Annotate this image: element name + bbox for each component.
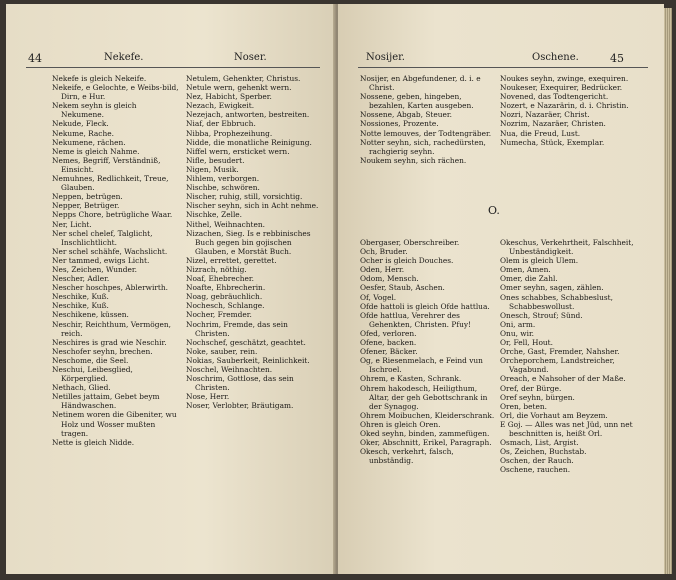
dictionary-entry: Ohren is gleich Oren. xyxy=(360,419,441,429)
dictionary-entry: Nossiones, Prozente. xyxy=(360,119,439,129)
dictionary-entry: Neschike, Kuß. xyxy=(52,292,109,302)
section-letter: O. xyxy=(488,204,500,217)
dictionary-entry: Oref, der Bürge. xyxy=(500,383,562,393)
dictionary-entry: Noukes seyhn, zwinge, exequiren. xyxy=(500,74,629,83)
dictionary-entry: Nozrim, Nazaräer, Christen. xyxy=(500,119,606,129)
dictionary-entry: Nemes, Begriff, Verständniß, Einsicht. xyxy=(52,155,161,174)
dictionary-entry: Olem is gleich Ulem. xyxy=(500,256,579,266)
dictionary-entry: Noser, Verlobter, Bräutigam. xyxy=(186,401,294,411)
dictionary-entry: E Goj. — Alles was net Jüd, unn net beschnitten is, heißt Orl. xyxy=(500,419,633,438)
dictionary-entry: Ones schabbes, Schabbeslust, Schabbeswollust. xyxy=(500,292,613,311)
dictionary-entry: Neschofer seyhn, brechen. xyxy=(52,346,153,356)
dictionary-entry: Neschui, Leibesglied, Körperglied. xyxy=(52,365,133,384)
dictionary-entry: Obergaser, Oberschreiber. xyxy=(360,238,460,247)
right-column-1 xyxy=(360,74,496,165)
dictionary-entry: Omer, die Zahl. xyxy=(500,274,558,284)
dictionary-entry: Ofener, Bäcker. xyxy=(360,347,418,357)
dictionary-entry: Nez, Habicht, Sperber. xyxy=(186,92,272,102)
dictionary-entry: Omer seyhn, sagen, zählen. xyxy=(500,283,604,293)
dictionary-entry: Nischbe, schwören. xyxy=(186,183,260,193)
dictionary-entry: Nozert, e Nazarärin, d. i. Christin. xyxy=(500,101,629,111)
dictionary-entry: Oren, beten. xyxy=(500,401,547,411)
dictionary-entry: Noukem seyhn, sich rächen. xyxy=(360,155,467,165)
dictionary-entry: Notte lemouves, der Todtengräber. xyxy=(360,128,492,138)
dictionary-entry: Noschrim, Gottlose, das sein Christen. xyxy=(186,374,294,393)
dictionary-entry: Nekumene, rächen. xyxy=(52,137,126,147)
dictionary-entry: Nes, Zeichen, Wunder. xyxy=(52,264,137,274)
dictionary-entry: Netulem, Gehenkter, Christus. xyxy=(186,74,301,83)
dictionary-entry: Nochschef, geschätzt, geachtet. xyxy=(186,337,306,347)
dictionary-entry: Ofde hattoli is gleich Ofde hattlua. xyxy=(360,301,490,311)
left-header-left: Nekefe. xyxy=(104,52,144,63)
dictionary-entry: Nochesch, Schlange. xyxy=(186,301,265,311)
dictionary-entry: Noukeser, Exequirer, Bedrücker. xyxy=(500,83,623,93)
dictionary-entry: Nizachen, Sieg. Is e rebbinisches Buch gegen bin gojischen Glauben, e Morstät Buch. xyxy=(186,228,311,256)
page-edges xyxy=(664,8,672,574)
dictionary-entry: Nezach, Ewigkeit. xyxy=(186,101,255,111)
dictionary-entry: Nosijer, en Abgefundener, d. i. e Christ. xyxy=(360,74,481,93)
dictionary-entry: Ofed, verloren. xyxy=(360,328,417,338)
dictionary-entry: Oschen, der Rauch. xyxy=(500,456,574,466)
dictionary-entry: Orcheporchem, Landstreicher, Vagabund. xyxy=(500,356,615,375)
dictionary-entry: Nocher, Fremder. xyxy=(186,310,252,320)
dictionary-entry: Okesch, verkehrt, falsch, unbständig. xyxy=(360,447,454,466)
dictionary-entry: Oref seyhn, bürgen. xyxy=(500,392,575,402)
dictionary-entry: Nossene, Abgab, Steuer. xyxy=(360,110,452,120)
dictionary-entry: Nescher, Adler. xyxy=(52,274,110,284)
dictionary-entry: Os, Zeichen, Buchstab. xyxy=(500,447,587,457)
dictionary-entry: Oden, Herr. xyxy=(360,265,405,275)
dictionary-entry: Osmach, List, Argist. xyxy=(500,438,579,448)
dictionary-entry: Nochrim, Fremde, das sein Christen. xyxy=(186,319,288,338)
dictionary-entry: Nepper, Betrüger. xyxy=(52,201,120,211)
dictionary-entry: Omen, Amen. xyxy=(500,265,551,275)
dictionary-entry: Nekem seyhn is gleich Nekumene. xyxy=(52,101,137,120)
dictionary-entry: Ohrem, e Kasten, Schrank. xyxy=(360,374,462,384)
dictionary-entry: Netule wern, gehenkt wern. xyxy=(186,83,292,93)
left-column-2 xyxy=(186,74,322,410)
dictionary-entry: Orl, die Vorhaut am Beyzem. xyxy=(500,410,608,420)
dictionary-entry: Oschene, rauchen. xyxy=(500,465,571,475)
dictionary-entry: Nezejach, antworten, bestreiten. xyxy=(186,110,310,120)
dictionary-entry: Oreach, e Nahsoher of der Maße. xyxy=(500,374,626,384)
right-column-2 xyxy=(500,74,644,147)
dictionary-entry: Nifle, besudert. xyxy=(186,155,245,165)
dictionary-entry: Nekume, Rache. xyxy=(52,128,114,138)
dictionary-entry: Ofde hattlua, Verehrer des Gehenkten, Christen. Pfuy! xyxy=(360,310,471,329)
dictionary-entry: Numecha, Stück, Exemplar. xyxy=(500,137,605,147)
dictionary-entry: Nokias, Sauberkeit, Reinlichkeit. xyxy=(186,355,310,365)
dictionary-entry: Or, Fell, Hout. xyxy=(500,338,553,348)
left-page xyxy=(6,4,336,574)
dictionary-entry: Nizrach, nöthig. xyxy=(186,264,247,274)
dictionary-entry: Oker, Abschnitt, Erikel, Paragraph. xyxy=(360,438,492,448)
dictionary-entry: Neschike, Kuß. xyxy=(52,301,109,311)
dictionary-entry: Neschikene, küssen. xyxy=(52,310,129,320)
dictionary-entry: Och, Bruder. xyxy=(360,247,408,257)
dictionary-entry: Okeschus, Verkehrtheit, Falschheit, Unbeständigkeit. xyxy=(500,238,634,257)
dictionary-entry: Nose, Herr. xyxy=(186,392,230,402)
dictionary-entry: Of, Vogel. xyxy=(360,292,397,302)
dictionary-entry: Ocher is gleich Douches. xyxy=(360,256,454,266)
dictionary-entry: Neschires is grad wie Neschir. xyxy=(52,337,167,347)
dictionary-entry: Noag, gebräuchlich. xyxy=(186,292,263,302)
left-header-rule xyxy=(26,67,320,68)
dictionary-entry: Noke, sauber, rein. xyxy=(186,346,258,356)
dictionary-entry: Oked seyhn, binden, zammefügen. xyxy=(360,428,490,438)
dictionary-entry: Niffel wern, ersticket wern. xyxy=(186,146,290,156)
dictionary-entry: Onu, wir. xyxy=(500,328,535,338)
dictionary-entry: Niaf, der Ebbruch. xyxy=(186,119,256,129)
dictionary-entry: Nischer seyhn, sich in Acht nehme. xyxy=(186,201,319,211)
dictionary-entry: Neppen, betrügen. xyxy=(52,192,123,202)
dictionary-entry: Nekefe is gleich Nekeife. xyxy=(52,74,147,83)
dictionary-entry: Nossene, geben, hingeben, bezahlen, Karten ausgeben. xyxy=(360,92,474,111)
dictionary-entry: Nekude, Fleck. xyxy=(52,119,109,129)
dictionary-entry: Nekeife, e Gelochte, e Weibs-bild, Dirn, e Hur. xyxy=(52,83,179,102)
dictionary-entry: Ohrem hakodesch, Heiligthum, Altar, der geh Gebottschrank in der Synagog. xyxy=(360,383,488,411)
dictionary-entry: Nidde, die monatliche Reinigung. xyxy=(186,137,312,147)
dictionary-entry: Ner schel chelef, Talglicht, Inschlichtlicht. xyxy=(52,228,153,247)
dictionary-entry: Netilles jattaim, Gebet beym Händwaschen. xyxy=(52,392,160,411)
dictionary-entry: Neschir, Reichthum, Vermögen, reich. xyxy=(52,319,171,338)
dictionary-entry: Nihlem, verborgen. xyxy=(186,174,260,184)
dictionary-entry: Nizel, errettet, gerettet. xyxy=(186,255,277,265)
dictionary-entry: Nithel, Weihnachten. xyxy=(186,219,266,229)
dictionary-entry: Nischer, ruhig, still, vorsichtig. xyxy=(186,192,303,202)
dictionary-entry: Ner tammed, ewigs Licht. xyxy=(52,255,150,265)
left-header-right: Noser. xyxy=(234,52,267,63)
right-page-number: 45 xyxy=(610,52,624,65)
dictionary-entry: Nepps Chore, betrügliche Waar. xyxy=(52,210,173,220)
dictionary-entry: Noschel, Weihnachten. xyxy=(186,365,273,374)
dictionary-entry: Nozri, Nazaräer, Christ. xyxy=(500,110,590,120)
dictionary-entry: Nigen, Musik. xyxy=(186,164,239,174)
dictionary-entry: Nette is gleich Nidde. xyxy=(52,437,135,447)
dictionary-entry: Nethach, Glied. xyxy=(52,383,111,393)
dictionary-entry: Onesch, Strouf; Sünd. xyxy=(500,310,583,320)
dictionary-entry: Ofene, backen. xyxy=(360,338,417,348)
right-column-4 xyxy=(500,238,644,474)
right-column-3 xyxy=(360,238,496,465)
dictionary-entry: Nibba, Prophezeihung. xyxy=(186,128,273,138)
dictionary-entry: Nischke, Zelle. xyxy=(186,210,243,220)
right-header-right: Oschene. xyxy=(532,52,579,63)
right-header-rule xyxy=(358,67,648,68)
dictionary-entry: Nua, die Freud, Lust. xyxy=(500,128,581,138)
left-page-number: 44 xyxy=(28,52,42,65)
dictionary-entry: Netinem woren die Gibeniter, wu Holz und Wosser mußten tragen. xyxy=(52,410,177,438)
dictionary-entry: Oni, arm. xyxy=(500,319,536,329)
dictionary-entry: Oesfer, Staub, Aschen. xyxy=(360,283,445,293)
left-column-1 xyxy=(52,74,180,447)
dictionary-entry: Ner schel schähfe, Wachslicht. xyxy=(52,246,168,256)
dictionary-entry: Ohrem Moibuchen, Kleiderschrank. xyxy=(360,410,495,420)
dictionary-entry: Og, e Riesenmelach, e Feind vun Ischroel. xyxy=(360,356,483,375)
dictionary-entry: Neschome, die Seel. xyxy=(52,355,129,365)
dictionary-entry: Ner, Licht. xyxy=(52,219,92,229)
dictionary-entry: Neme is gleich Nahme. xyxy=(52,146,140,156)
dictionary-entry: Orche, Gast, Fremder, Nahsher. xyxy=(500,347,620,357)
dictionary-entry: Noaf, Ehebrecher. xyxy=(186,274,255,284)
dictionary-entry: Nemuhnes, Redlichkeit, Treue, Glauben. xyxy=(52,174,169,193)
dictionary-entry: Notter seyhn, sich, rachedürsten, rachgierig seyhn. xyxy=(360,137,486,156)
dictionary-entry: Noafte, Ehbrecherin. xyxy=(186,283,266,293)
right-header-left: Nosijer. xyxy=(366,52,405,63)
dictionary-entry: Nescher hoschpes, Ablerwirth. xyxy=(52,283,168,293)
dictionary-entry: Novened, das Todtengericht. xyxy=(500,92,609,102)
dictionary-entry: Odom, Mensch. xyxy=(360,274,419,284)
right-page xyxy=(338,4,664,574)
